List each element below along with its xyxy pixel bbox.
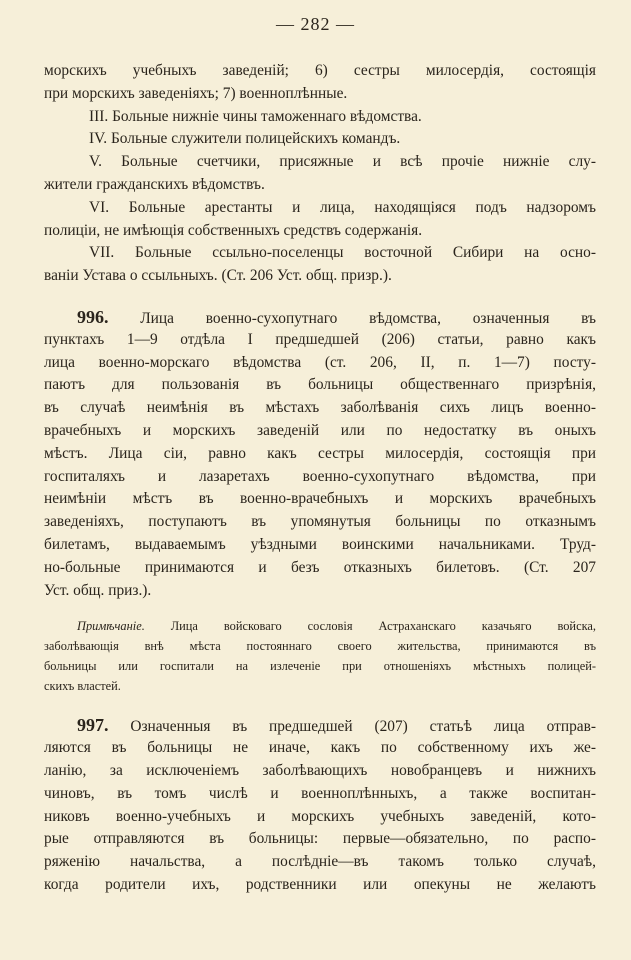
text-line: мѣстъ. Лица сіи, равно какъ сестры милосердія, состоящія при — [44, 444, 596, 462]
text-line: жители гражданскихъ вѣдомствъ. — [44, 175, 265, 193]
text-line: заведеніяхъ, поступаютъ въ упомянутыя больницы по отказнымъ — [44, 513, 596, 531]
note-line: заболѣвающія внѣ мѣста постояннаго своего жительства, принимаются въ — [44, 639, 596, 654]
text-line: никовъ военно-учебныхъ и морскихъ учебныхъ заведеній, кото- — [44, 807, 596, 825]
text-line: ряженію начальства, а послѣдніе—въ такомъ только случаѣ, — [44, 853, 596, 871]
text-line: врачебныхъ и морскихъ заведеній или по недостатку въ оныхъ — [44, 421, 596, 439]
text-line: чиновъ, въ томъ числѣ и военноплѣнныхъ, а также воспитан- — [44, 784, 596, 802]
text-line: V. Больные счетчики, присяжные и всѣ прочіе нижніе слу- — [89, 153, 596, 171]
text-line: морскихъ учебныхъ заведеній; 6) сестры милосердія, состоящія — [44, 62, 596, 79]
text-line: пунктахъ 1—9 отдѣла I предшедшей (206) статьи, равно какъ — [44, 330, 596, 348]
text-line: III. Больные нижніе чины таможеннаго вѣдомства. — [89, 107, 422, 125]
text-line: рые отправляются въ больницы: первые—обязательно, по распо- — [44, 830, 596, 848]
text-line: лица военно-морскаго вѣдомства (ст. 206, II, п. 1—7) посту- — [44, 353, 596, 371]
text-line: билетамъ, выдаваемымъ уѣздными воинскими начальниками. Труд- — [44, 535, 596, 553]
text-line: паютъ для пользованія въ больницы общественнаго призрѣнія, — [44, 376, 596, 394]
text-line: Уст. общ. приз.). — [44, 581, 152, 599]
text-line: полиціи, не имѣющія собственныхъ средствъ содержанія. — [44, 221, 423, 239]
page-number: — 282 — — [276, 14, 355, 34]
article-996-first-line: 996. Лица военно-сухопутнаго вѣдомства, означенныя въ — [77, 306, 596, 327]
text-line: при морскихъ заведеніяхъ; 7) военноплѣнные. — [44, 84, 348, 102]
text-line: ланію, за исключеніемъ заболѣвающихъ новобранцевъ и нижнихъ — [44, 761, 596, 779]
article-number: 996. — [77, 306, 109, 327]
note-line: больницы или госпитали на излеченіе при отношеніяхъ мѣстныхъ полицей- — [44, 659, 596, 674]
article-number: 997. — [77, 715, 109, 736]
text-line: когда родители ихъ, родственники или опекуны не желаютъ — [44, 875, 596, 893]
text-line: VI. Больные арестанты и лица, находящіяся подъ надзоромъ — [89, 198, 596, 216]
text-line: но-больные принимаются и безъ отказныхъ билетовъ. (Ст. 207 — [44, 558, 596, 576]
text-line: IV. Больные служители полицейскихъ командъ. — [89, 130, 401, 148]
note-title: Примѣчаніе. — [77, 619, 145, 634]
note-line: скихъ властей. — [44, 679, 121, 694]
text-line: госпиталяхъ и лазаретахъ военно-сухопутнаго вѣдомства, при — [44, 467, 596, 485]
text-line: ваніи Устава о ссыльныхъ. (Ст. 206 Уст. общ. призр.). — [44, 267, 392, 285]
note-first-line: Примѣчаніе. Лица войсковаго сословія Астраханскаго казачьяго войска, — [77, 619, 596, 634]
text-line: VII. Больные ссыльно-поселенцы восточной Сибири на осно- — [89, 244, 596, 262]
footnote — [44, 616, 596, 696]
text-line: ляются въ больницы не иначе, какъ по собственному ихъ же- — [44, 739, 596, 757]
text-line: неимѣніи мѣстъ въ военно-врачебныхъ и морскихъ врачебныхъ — [44, 490, 596, 508]
page-body — [44, 60, 596, 897]
article-997-first-line: 997. Означенныя въ предшедшей (207) статьѣ лица отправ- — [77, 715, 596, 736]
text-line: въ случаѣ неимѣнія въ мѣстахъ заболѣванія сихъ лицъ военно- — [44, 399, 596, 417]
